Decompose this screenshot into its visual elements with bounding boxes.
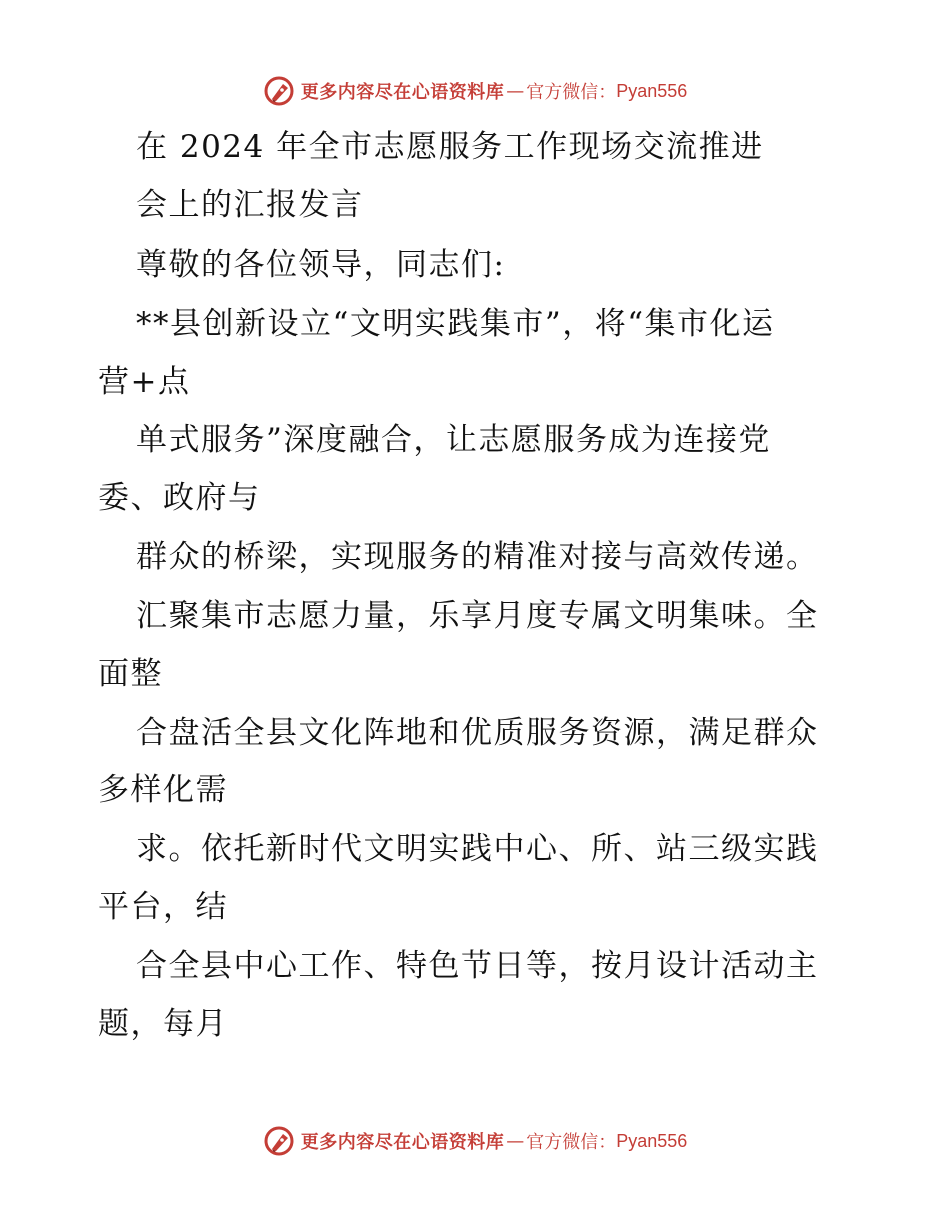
paragraph-line: 求。依托新时代文明实践中心、所、站三级实践 [136,831,819,867]
document-greeting: 尊敬的各位领导，同志们: [136,247,506,283]
paragraph-line: 汇聚集市志愿力量，乐享月度专属文明集味。全 [136,598,819,634]
paragraph-line: 委、政府与 [98,480,261,516]
watermark-wechat-id: Pyan556 [616,80,688,101]
paragraph-line: 面整 [98,656,163,692]
paragraph-line: 多样化需 [98,772,228,808]
paragraph-line: 题，每月 [98,1006,228,1042]
watermark-wechat-label: 官方微信： [526,1132,617,1153]
paragraph-line: **县创新设立“文明实践集市”，将“集市化运 [136,306,775,342]
watermark-dash: — [506,1130,525,1152]
watermark-main-text: 更多内容尽在心语资料库 [300,1132,505,1153]
watermark-footer [0,1121,950,1161]
watermark-main-text: 更多内容尽在心语资料库 [300,82,505,103]
paragraph-line: 合盘活全县文化阵地和优质服务资源，满足群众 [136,715,819,751]
watermark-dash: — [506,80,525,102]
watermark-header [0,71,950,111]
paragraph-line: 平台，结 [98,889,228,925]
paragraph-line: 单式服务”深度融合，让志愿服务成为连接党 [136,422,771,458]
pen-nib-logo-icon [263,75,295,107]
document-title-line-2: 会上的汇报发言 [136,187,364,223]
paragraph-line: 营+点 [98,364,191,400]
paragraph-line: 群众的桥梁，实现服务的精准对接与高效传递。 [136,539,819,575]
document-title-line-1: 在 2024 年全市志愿服务工作现场交流推进 [136,129,764,165]
watermark-wechat-label: 官方微信： [526,82,617,103]
paragraph-line: 合全县中心工作、特色节日等，按月设计活动主 [136,948,819,984]
pen-nib-logo-icon [263,1125,295,1157]
watermark-wechat-id: Pyan556 [616,1130,688,1151]
